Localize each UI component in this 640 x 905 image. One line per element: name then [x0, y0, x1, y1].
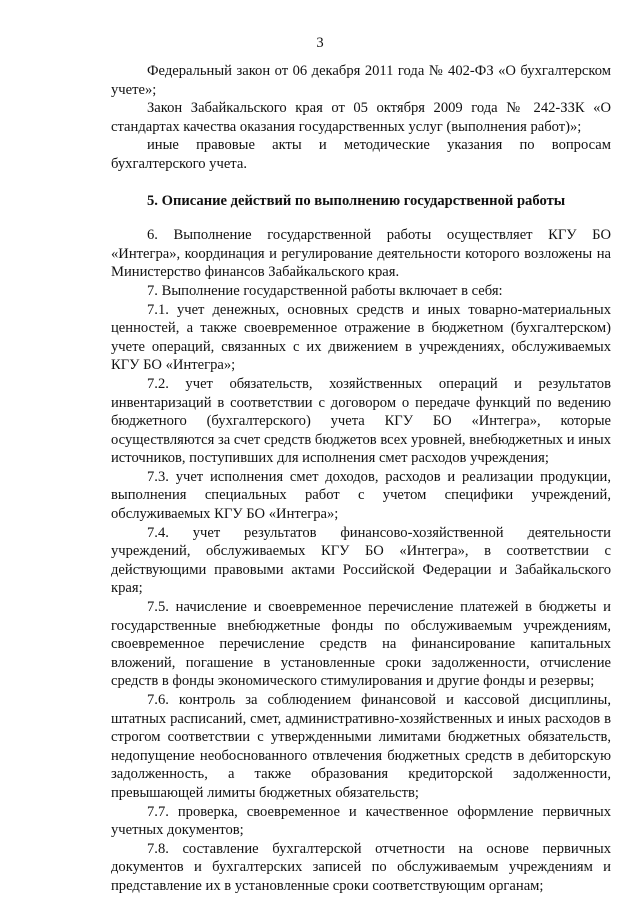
- paragraph-item-7-7: 7.7. проверка, своевременное и качественное оформление первичных учетных документов;: [111, 803, 611, 839]
- paragraph-item-6: 6. Выполнение государственной работы осуществляет КГУ БО «Интегра», координация и регулирование деятельности которого возложены на Министерство финансов Забайкальского края.: [111, 227, 611, 281]
- paragraph-item-7-3: 7.3. учет исполнения смет доходов, расходов и реализации продукции, выполнения специальных работ с учетом специфики учреждений, обслуживаемых КГУ БО «Интегра»;: [111, 468, 611, 523]
- paragraph-item-7-6: 7.6. контроль за соблюдением финансовой и кассовой дисциплины, штатных расписаний, смет, административно-хозяйственных и иных расходов в строгом соответствии с утвержденными лимитами бюджетных обязательств, недопущение необоснованного отвлечения бюджетных средств в дебиторскую задолженность, а также образования кредиторской задолженности, превышающей лимиты бюджетных обязательств;: [111, 692, 611, 801]
- document-body: [111, 62, 611, 896]
- paragraph-item-7-1: 7.1. учет денежных, основных средств и иных товарно-материальных ценностей, а также своевременное отражение в бюджетном (бухгалтерском) учете операций, связанных с их движением в учреждениях, обслуживаемых КГУ БО «Интегра»;: [111, 301, 611, 374]
- paragraph-other-acts: иные правовые акты и методические указания по вопросам бухгалтерского учета.: [111, 137, 611, 172]
- paragraph-item-7: 7. Выполнение государственной работы включает в себя:: [147, 282, 503, 299]
- paragraph-item-7-4: 7.4. учет результатов финансово-хозяйственной деятельности учреждений, обслуживаемых КГУ БО «Интегра», в соответствии с действующими правовыми актами Российской Федерации и Забайкальского края;: [111, 524, 611, 597]
- paragraph-item-7-8: 7.8. составление бухгалтерской отчетности на основе первичных документов и бухгалтерских записей по обслуживаемым учреждениям и представление их в установленные сроки соответствующим органам;: [111, 840, 611, 894]
- section-heading: 5. Описание действий по выполнению государственной работы: [147, 192, 566, 209]
- page-number: 3: [316, 35, 324, 51]
- paragraph-regional-law: Закон Забайкальского края от 05 октября 2009 года № 242-ЗЗК «О стандартах качества оказания государственных услуг (выполнения работ)»;: [111, 100, 611, 135]
- paragraph-federal-law: Федеральный закон от 06 декабря 2011 года № 402-ФЗ «О бухгалтерском учете»;: [111, 63, 611, 98]
- paragraph-item-7-2: 7.2. учет обязательств, хозяйственных операций и результатов инвентаризаций в соответствии с договором о передаче функций по ведению бюджетного (бухгалтерского) учета КГУ БО «Интегра», которые осуществляются за счет средств бюджетов всех уровней, внебюджетных и иных источников, поступивших для исполнения смет расходов учреждения;: [111, 375, 611, 467]
- paragraph-item-7-5: 7.5. начисление и своевременное перечисление платежей в бюджеты и государственные внебюджетные фонды по обслуживаемым учреждениям, своевременное перечисление средств на финансирование капитальных вложений, погашение в установленные сроки задолженности, отчисление средств в фонды экономического стимулирования и другие фонды и резервы;: [111, 599, 611, 690]
